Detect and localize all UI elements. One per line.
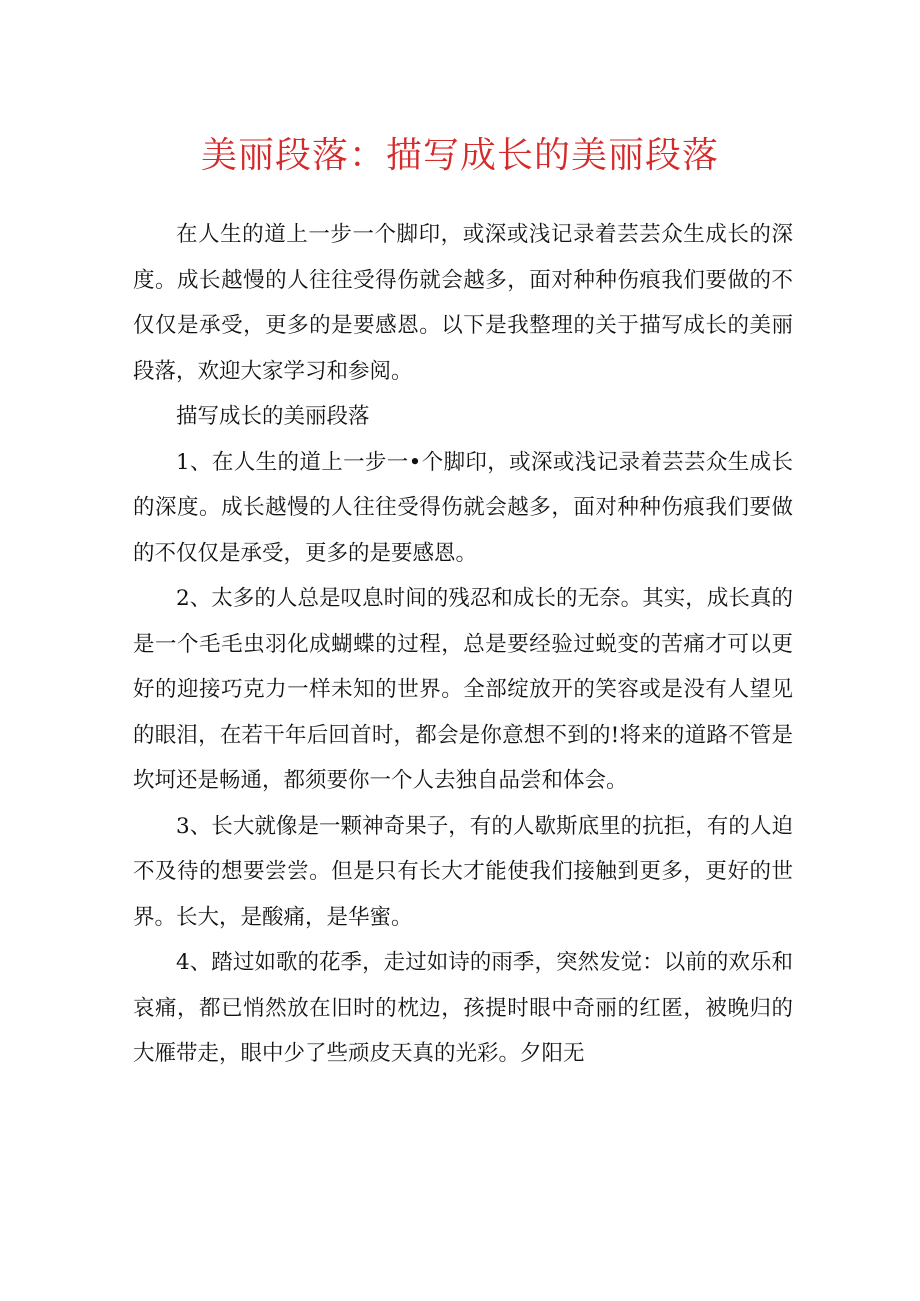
- section-subheading: 描写成长的美丽段落: [176, 404, 370, 429]
- paragraph-1: 1、在人生的道上一步一•个脚印，或深或浅记录着芸芸众生成长的深度。成长越慢的人往往受得伤就会越多，面对种种伤痕我们要做的不仅仅是承受，更多的是要感恩。: [133, 449, 793, 566]
- document-body: [133, 212, 793, 1077]
- paragraph-2: 2、太多的人总是叹息时间的残忍和成长的无奈。其实，成长真的是一个毛毛虫羽化成蝴蝶的过程，总是要经验过蜕变的苦痛才可以更好的迎接巧克力一样未知的世界。全部绽放开的笑容或是没有人望见的眼泪，在若干年后回首时，都会是你意想不到的!将来的道路不管是坎坷还是畅通，都须要你一个人去独自品尝和体会。: [133, 586, 793, 793]
- page-title: 美丽段落：描写成长的美丽段落: [200, 135, 719, 176]
- paragraph-4: 4、踏过如歌的花季，走过如诗的雨季，突然发觉：以前的欢乐和哀痛，都已悄然放在旧时的枕边，孩提时眼中奇丽的红匿，被晚归的大雁带走，眼中少了些顽皮天真的光彩。夕阳无: [133, 950, 793, 1066]
- intro-paragraph: 在人生的道上一步一个脚印，或深或浅记录着芸芸众生成长的深度。成长越慢的人往往受得伤就会越多，面对种种伤痕我们要做的不仅仅是承受，更多的是要感恩。以下是我整理的关于描写成长的美丽段落，欢迎大家学习和参阅。: [133, 222, 793, 384]
- paragraph-3: 3、长大就像是一颗神奇果子，有的人歇斯底里的抗拒，有的人迫不及待的想要尝尝。但是只有长大才能使我们接触到更多，更好的世界。长大，是酸痛，是华蜜。: [133, 813, 793, 930]
